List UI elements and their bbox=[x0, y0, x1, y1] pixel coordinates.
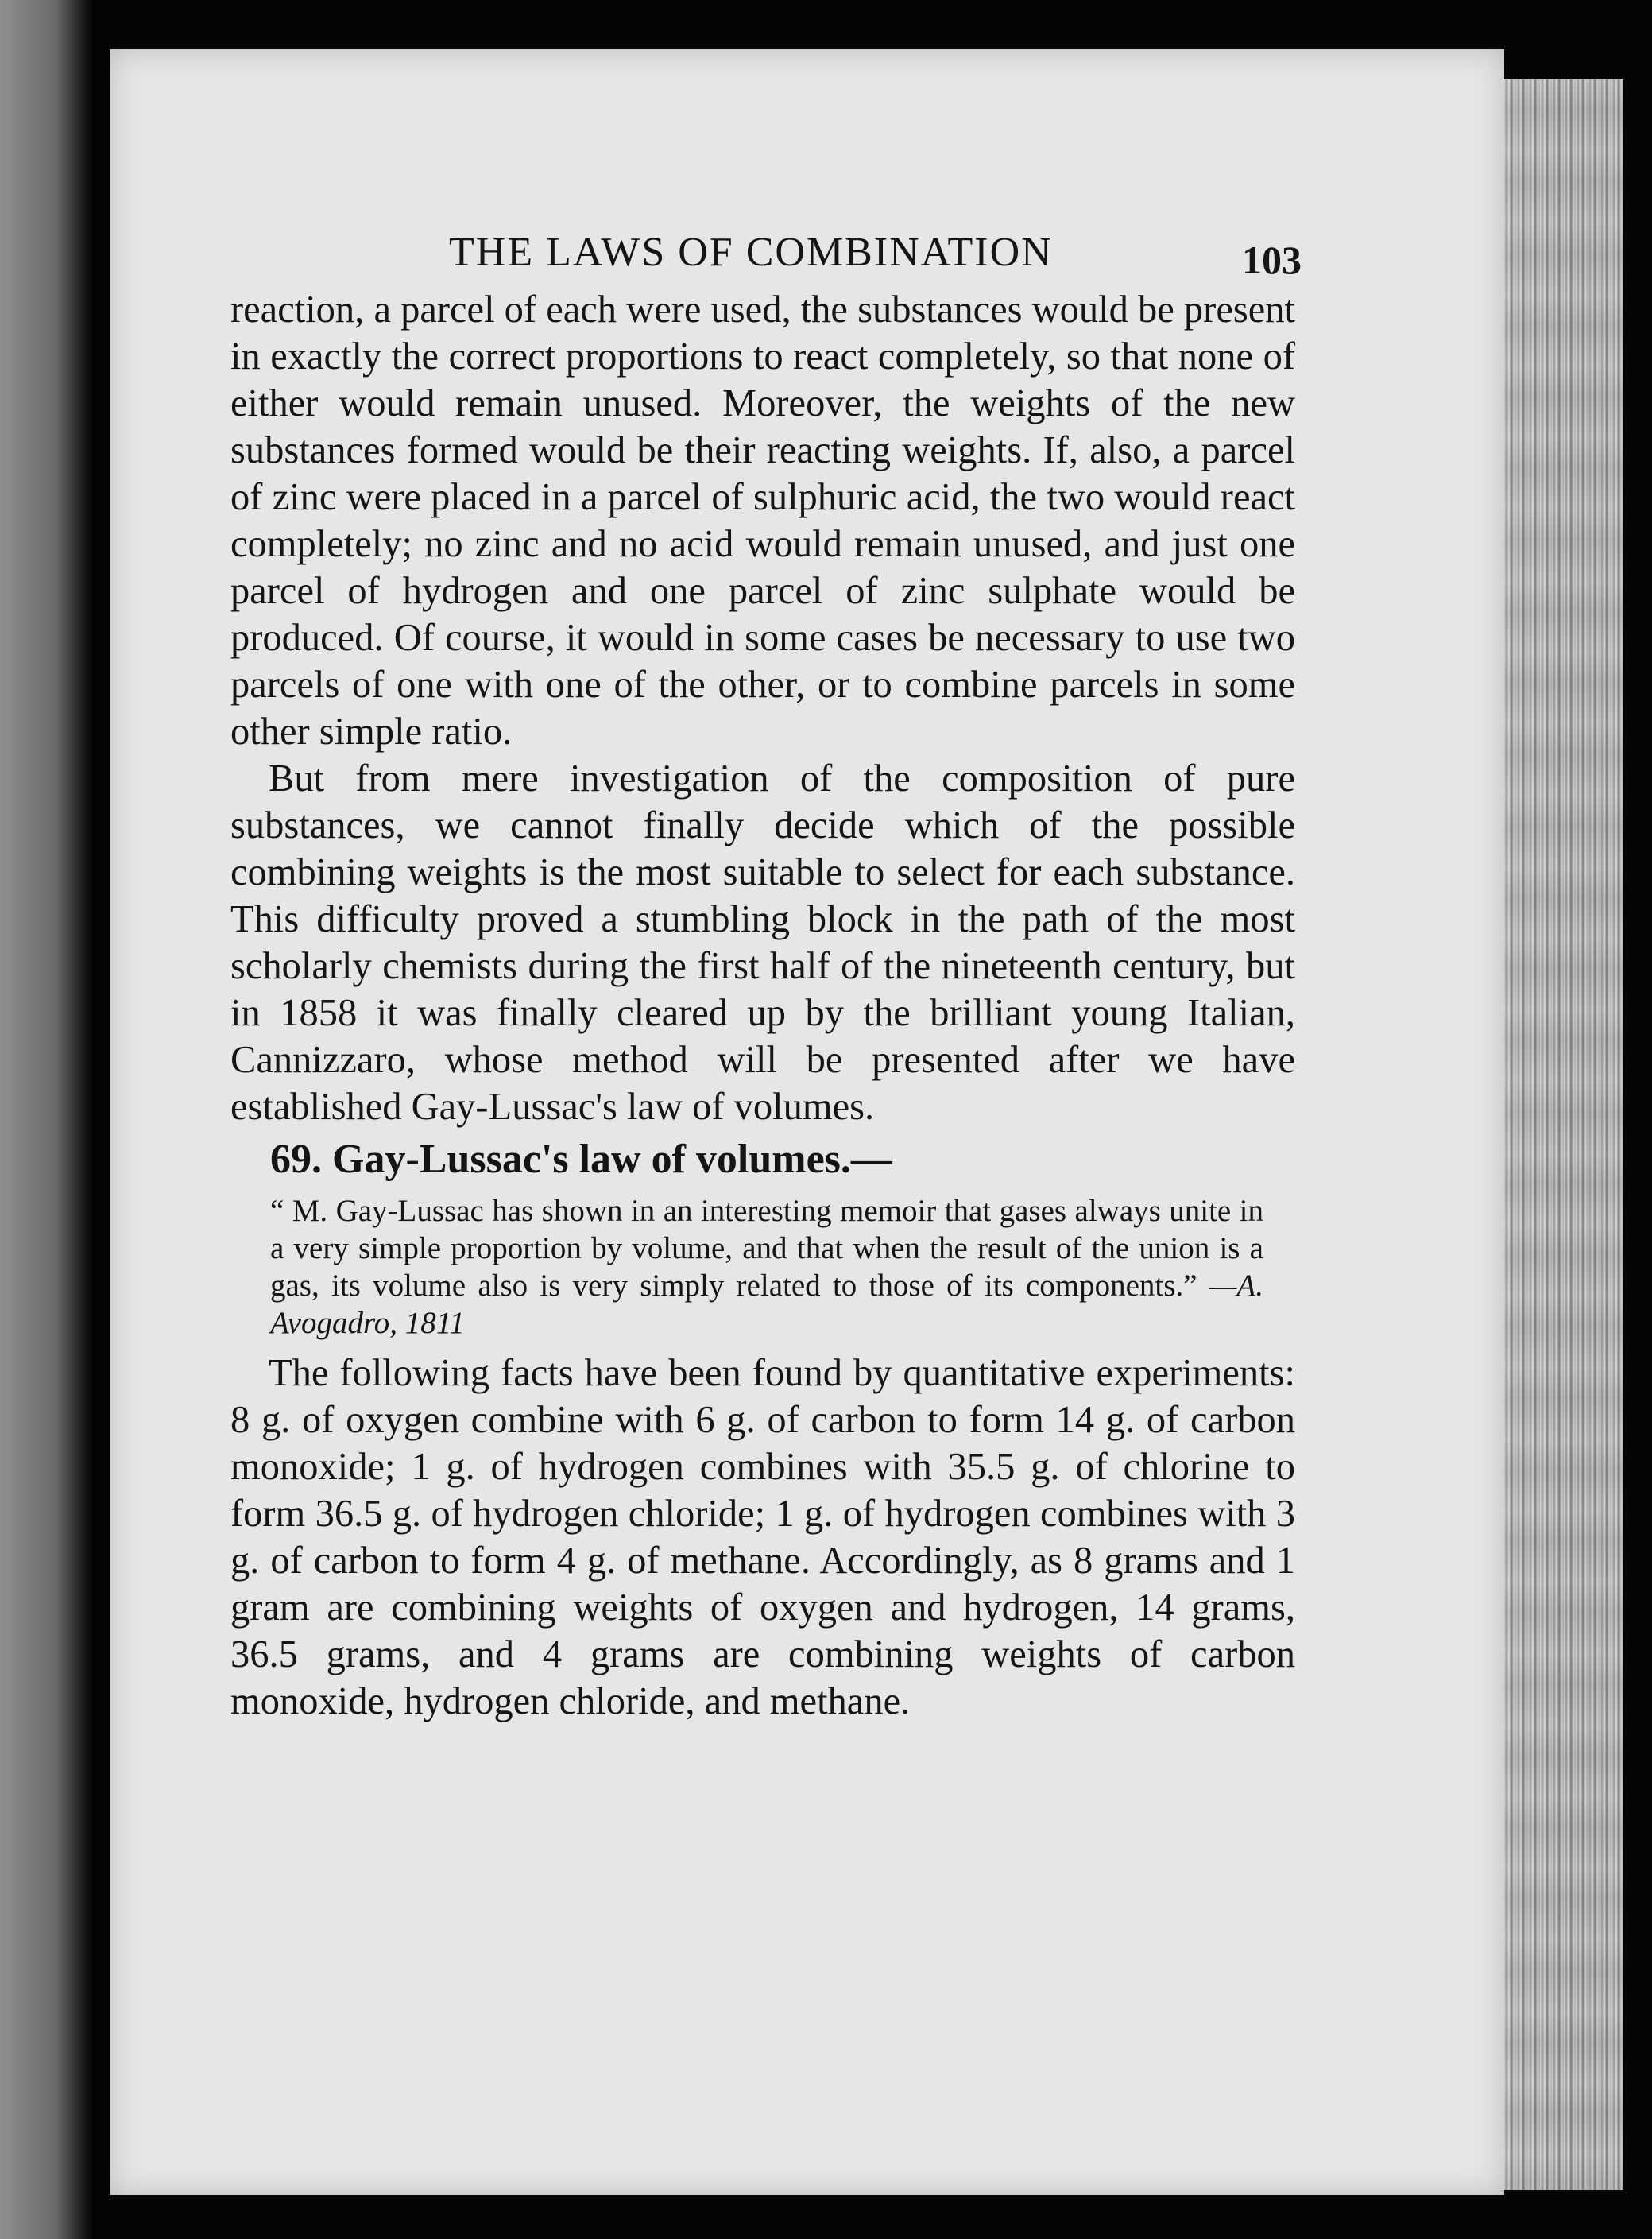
page-text-block bbox=[230, 215, 1302, 1725]
running-title: THE LAWS OF COMBINATION bbox=[449, 230, 1053, 275]
page-number: 103 bbox=[1242, 238, 1302, 282]
paragraph-combining-weights: But from mere investigation of the composition of pure substances, we cannot finally decide which of the possible combining weights is the most suitable to select for each substance. This difficulty proved a stumbling block in the path of the most scholarly chemists during the first half of the nineteenth century, but in 1858 it was finally cleared up by the brilliant young Italian, Cannizzaro, whose method will be presented after we have established Gay-Lussac's law of volumes. bbox=[230, 757, 1295, 1128]
epigraph-quote bbox=[270, 1192, 1263, 1342]
page-fore-edge-shading bbox=[1504, 79, 1623, 2190]
quote-attribution: —A. Avogadro, 1811 bbox=[270, 1269, 1263, 1340]
page-header bbox=[230, 215, 1302, 286]
section-heading: 69. Gay-Lussac's law of volumes.— bbox=[270, 1137, 892, 1182]
paragraph-experiments: The following facts have been found by quantitative experiments: 8 g. of oxygen combine with 6 g. of carbon to form 14 g. of carbon monoxide; 1 g. of hydrogen combines with 35.5 g. of chlorine to form 36.5 g. of hydrogen chloride; 1 g. of hydrogen combines with 3 g. of carbon to form 4 g. of methane. Accordingly, as 8 grams and 1 gram are combining weights of oxygen and hydrogen, 14 grams, 36.5 grams, and 4 grams are combining weights of carbon monoxide, hydrogen chloride, and methane. bbox=[230, 1352, 1295, 1722]
quote-text: “ M. Gay-Lussac has shown in an interesting memoir that gases always unite in a very simple proportion by volume, and that when the result of the union is a gas, its volume also is very simply related to those of its components.” bbox=[270, 1194, 1263, 1303]
book-spine-edge bbox=[0, 0, 95, 2239]
paragraph-continued: reaction, a parcel of each were used, the substances would be present in exactly the correct proportions to react completely, so that none of either would remain unused. Moreover, the weights of the new substances formed would be their reacting weights. If, also, a parcel of zinc were placed in a parcel of sulphuric acid, the two would react completely; no zinc and no acid would remain unused, and just one parcel of hydrogen and one parcel of zinc sulphate would be produced. Of course, it would in some cases be necessary to use two parcels of one with one of the other, or to combine parcels in some other simple ratio. bbox=[230, 289, 1295, 753]
